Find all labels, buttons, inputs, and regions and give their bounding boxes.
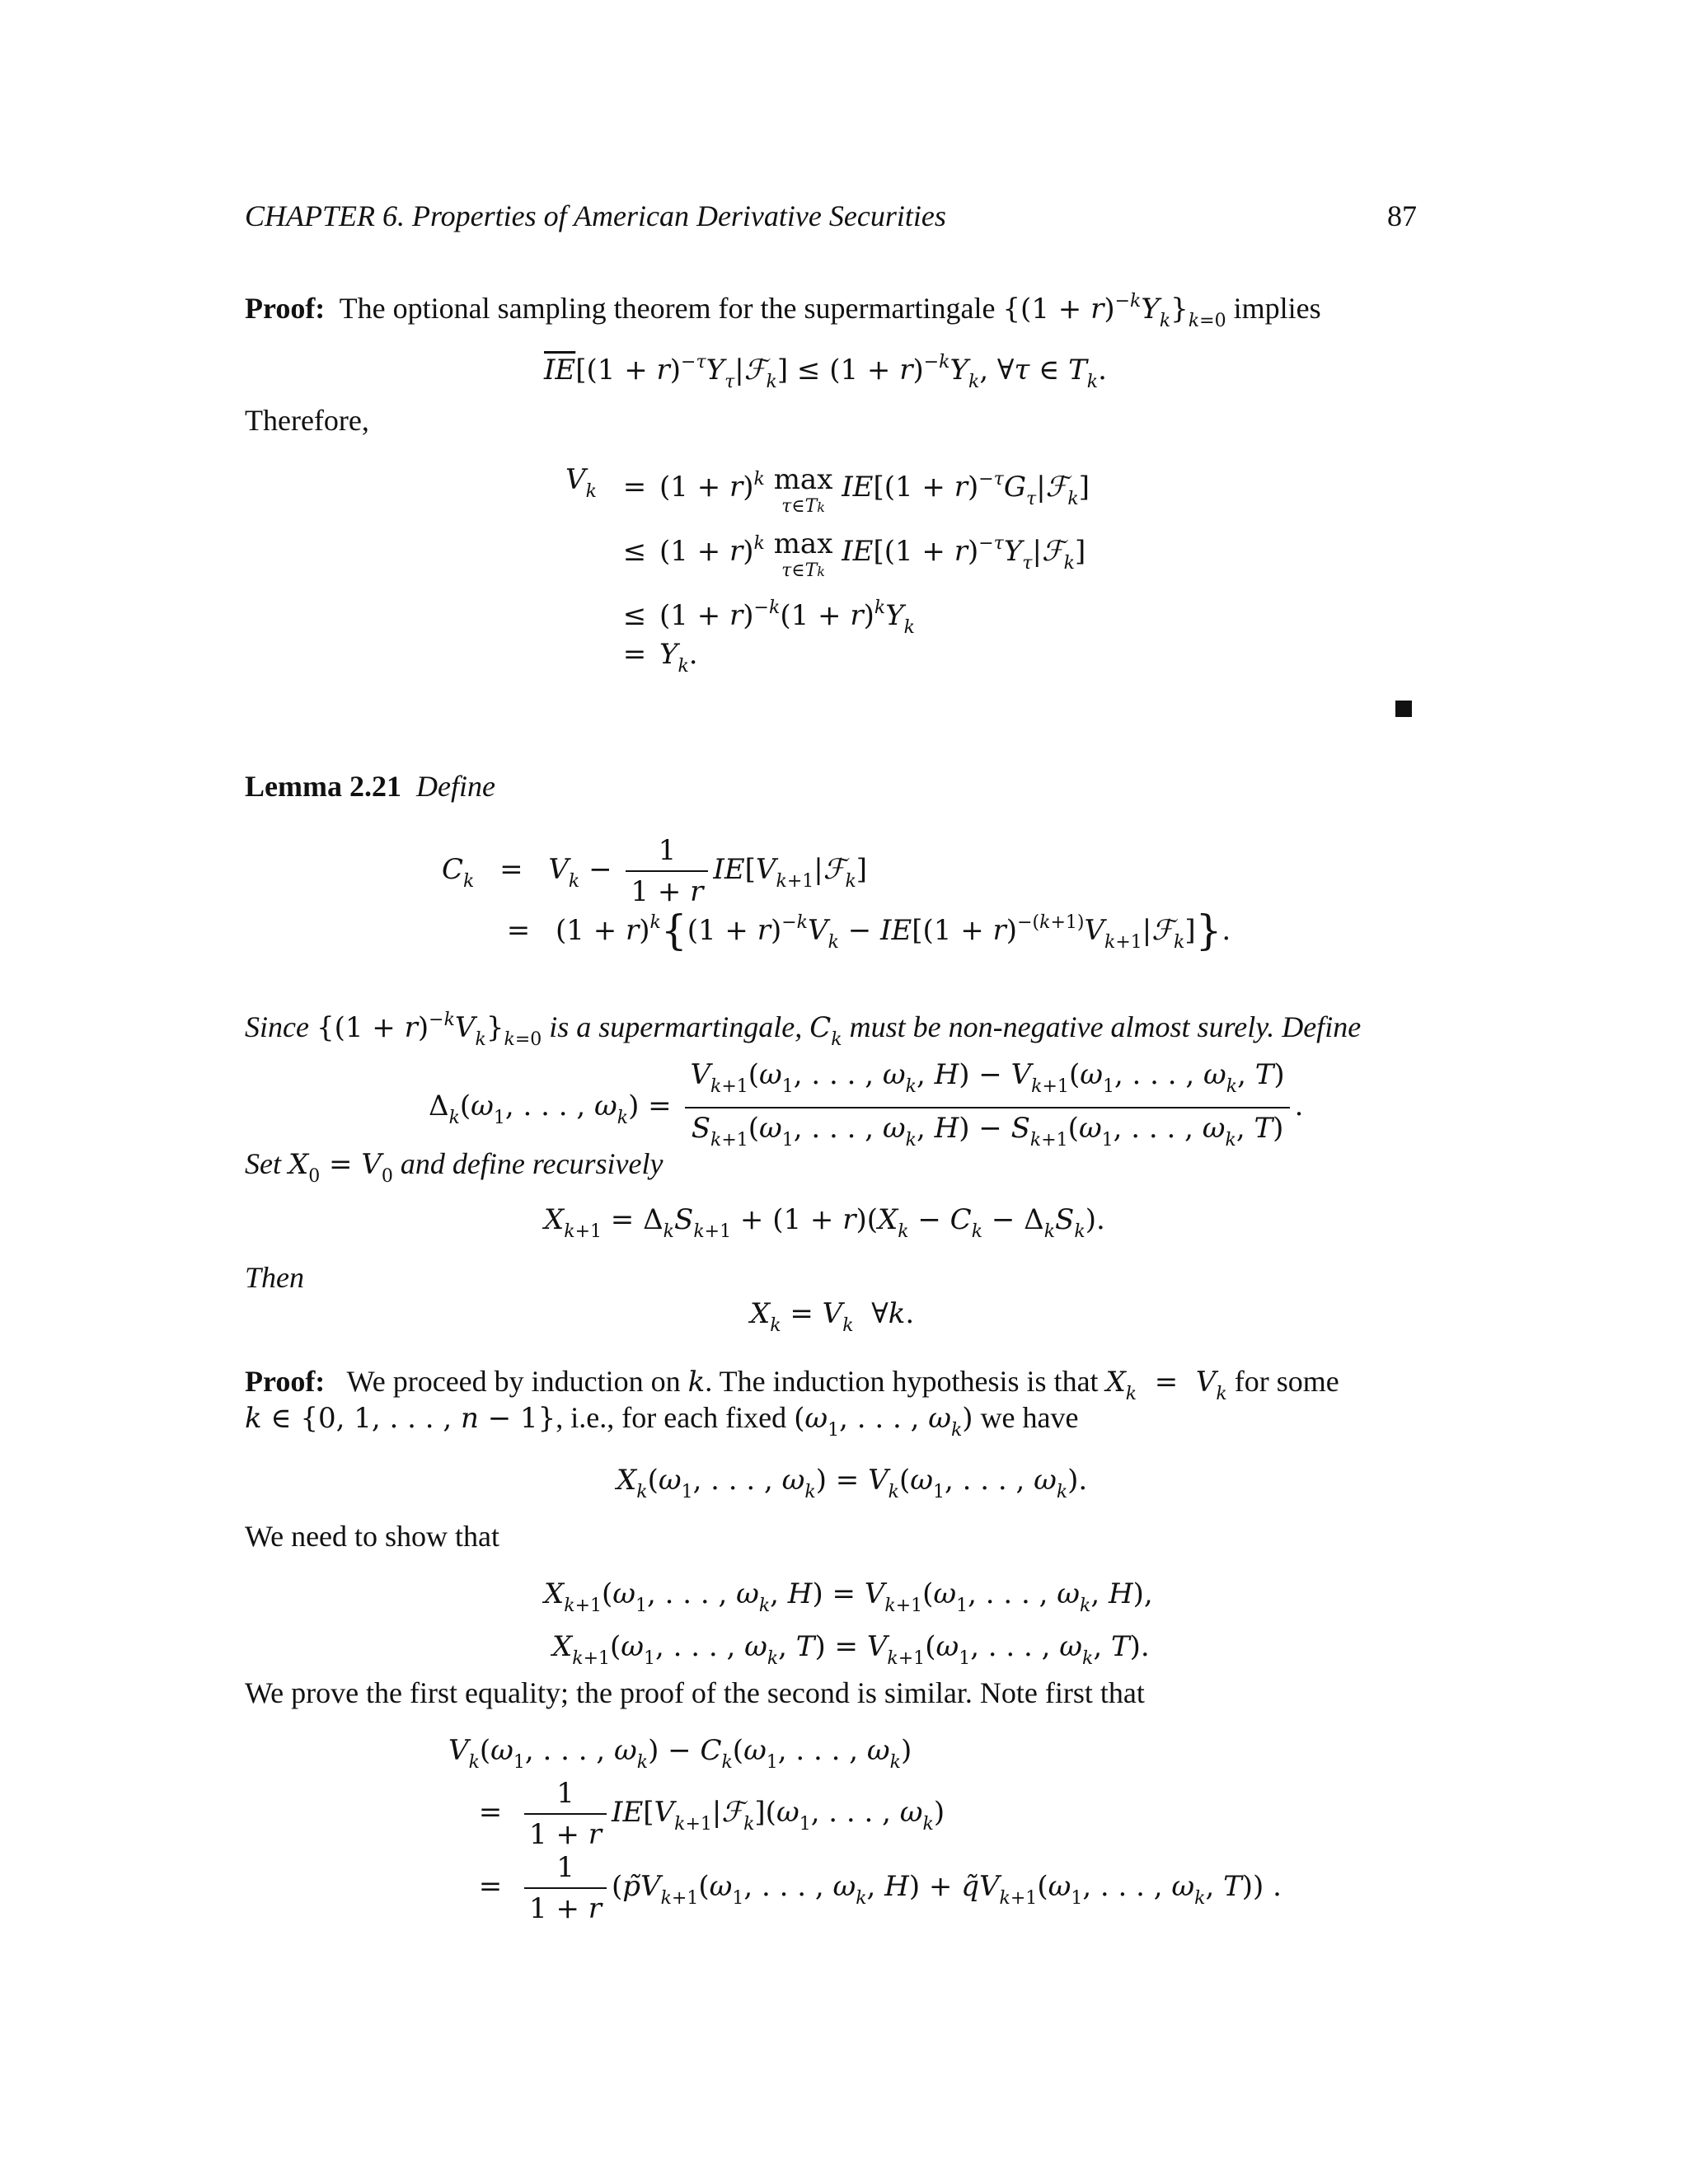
xk-equals-vk: $X_k = V_k$ [1105,1366,1227,1404]
lemma-define: Define [415,770,495,803]
vk-minus-ck-row-2: = $\frac{1}{1 + r}$ $IE[V_{k+1}|ℱ_k](\omega_1$, . . . , $\omega_k$) [478,1777,945,1851]
since-suffix: must be non-negative almost surely. Define [849,1010,1362,1043]
optional-sampling-inequality: $\overline{IE}[(1$ + $r)^{-\tau}Y_\tau|ℱ_k] \le (1 + r)^{-k}Y_k$, ∀τ ∈ $T_k$. [544,352,1107,392]
derivation-row-2: ≤ $(1 + r)^k$ max τ∈Tk $IE[(1 + r)^{-\tau}Y_\tau|ℱ_k]$ [622,527,1086,581]
running-title: CHAPTER 6. Properties of American Derivative Securities [245,199,946,232]
since-middle: is a supermartingale, [549,1010,803,1043]
set-suffix: and define recursively [400,1147,663,1180]
proof1-intro-text: The optional sampling theorem for the supermartingale [339,292,996,325]
lemma-label: Lemma 2.21 [245,770,401,803]
value-supermartingale-expr: $\{(1 + r)^{-k}V_k\}_{k=0}$ [316,1010,542,1050]
first-equality-text: We prove the first equality; the proof of the second is similar. Note first that [245,1676,1145,1709]
omega-tuple: ($\omega_1$, . . . , $\omega_k$) [794,1402,973,1441]
x0-equals-v0: $X_0 = V_0$ [288,1148,393,1187]
proof2-label: Proof: [245,1365,326,1398]
k-symbol: k [687,1366,706,1399]
supermartingale-expr: $\{(1 + r)^{-k}Y_k\}_{k=0}$ [1002,291,1226,331]
proof1-intro [245,284,1321,340]
since-prefix: Since [245,1010,309,1043]
therefore-text: Therefore, [245,404,369,437]
induction-hypothesis: $X_k(\omega_1$, . . . , $\omega_k) = V_k(\omega_1$, . . . , $\omega_k$). [617,1464,1088,1502]
ck-definition-row-2: = $(1 + r)^k\{(1 + r)^{-k}V_k - IE[(1$ + $r)^{-(k+1)}V_{k+1}|ℱ_k$]}. [506,907,1231,954]
derivation-row-1-rhs: = $(1 + r)^k$ max τ∈Tk $IE[(1 + r)^{-\tau}G_\tau|ℱ_k]$ [622,463,1090,517]
since-statement [245,1002,1361,1058]
vk-minus-ck-row-3: = $\frac{1}{1 + r}$ ($p̃V_{k+1}(\omega_1$, . . . , $\omega_k$, $H) + q̃V_{k+1}(\omega_1$, . . . , $\omega_k$, T)) . [478,1851,1282,1925]
proof1-implies: implies [1233,292,1321,325]
derivation-row-3: ≤ $(1 + r)^{-k}(1 + r)^kY_k$ [622,598,915,638]
proof2-line1-a: We proceed by induction on [346,1365,681,1398]
lemma-conclusion: $X_k = V_k$ ∀k. [750,1297,915,1336]
recursive-definition: $X_{k+1} = \Delta_kS_{k+1} + (1 + r)(X_k - C_k - \Delta_kS_k)$. [544,1203,1105,1242]
page-number: 87 [1387,199,1417,232]
ck-symbol: $C_k$ [809,1011,842,1050]
set-prefix: Set [245,1147,281,1180]
proof2-line1-b: . The induction hypothesis is that [705,1365,1099,1398]
then-text: Then [245,1261,304,1294]
delta-definition: $\Delta_k(\omega_1$, . . . , $\omega_k$) = $\frac{V_{k+1}(\omega_1, . . . , \omega_k, H) - V_{k+1}(\omega_1, . . . , \omega_k, T)}{S_{k+1}(\omega_1, . . . , \omega_k, H) - S_{k+1}(\omega_1, . . . , \omega_k, T)}$ . [429,1058,1304,1151]
qed-square-icon [1395,701,1412,717]
proof2-line2-a: , i.e., for each fixed [556,1401,787,1434]
proof2-line1-c: for some [1234,1365,1339,1398]
proof2-line-2 [245,1399,1079,1449]
need-show-text: We need to show that [245,1520,500,1553]
derivation-row-1: $V_k$ [565,463,597,502]
ck-definition-row-1: $C_k = V_k$ − $\frac{1}{1 + r}$ $IE[V_{k+1}|ℱ_k]$ [442,834,868,908]
vk-minus-ck-row-1: $V_k(\omega_1$, . . . , $\omega_k) - C_k(\omega_1$, . . . , $\omega_k$) [448,1734,912,1773]
proof2-line2-b: we have [980,1401,1079,1434]
proof-label: Proof: [245,292,326,325]
goal-equality-h: $X_{k+1}(\omega_1$, . . . , $\omega_k$, $H) = V_{k+1}(\omega_1$, . . . , $\omega_k$, H), [544,1577,1153,1616]
derivation-row-4: = $Y_k$. [622,638,698,677]
k-range: k ∈ {0, 1, . . . , n − 1} [245,1402,556,1435]
goal-equality-t: $X_{k+1}(\omega_1$, . . . , $\omega_k$, $T) = V_{k+1}(\omega_1$, . . . , $\omega_k$, T). [552,1630,1150,1669]
set-statement [245,1146,663,1195]
lemma-heading [245,768,495,804]
